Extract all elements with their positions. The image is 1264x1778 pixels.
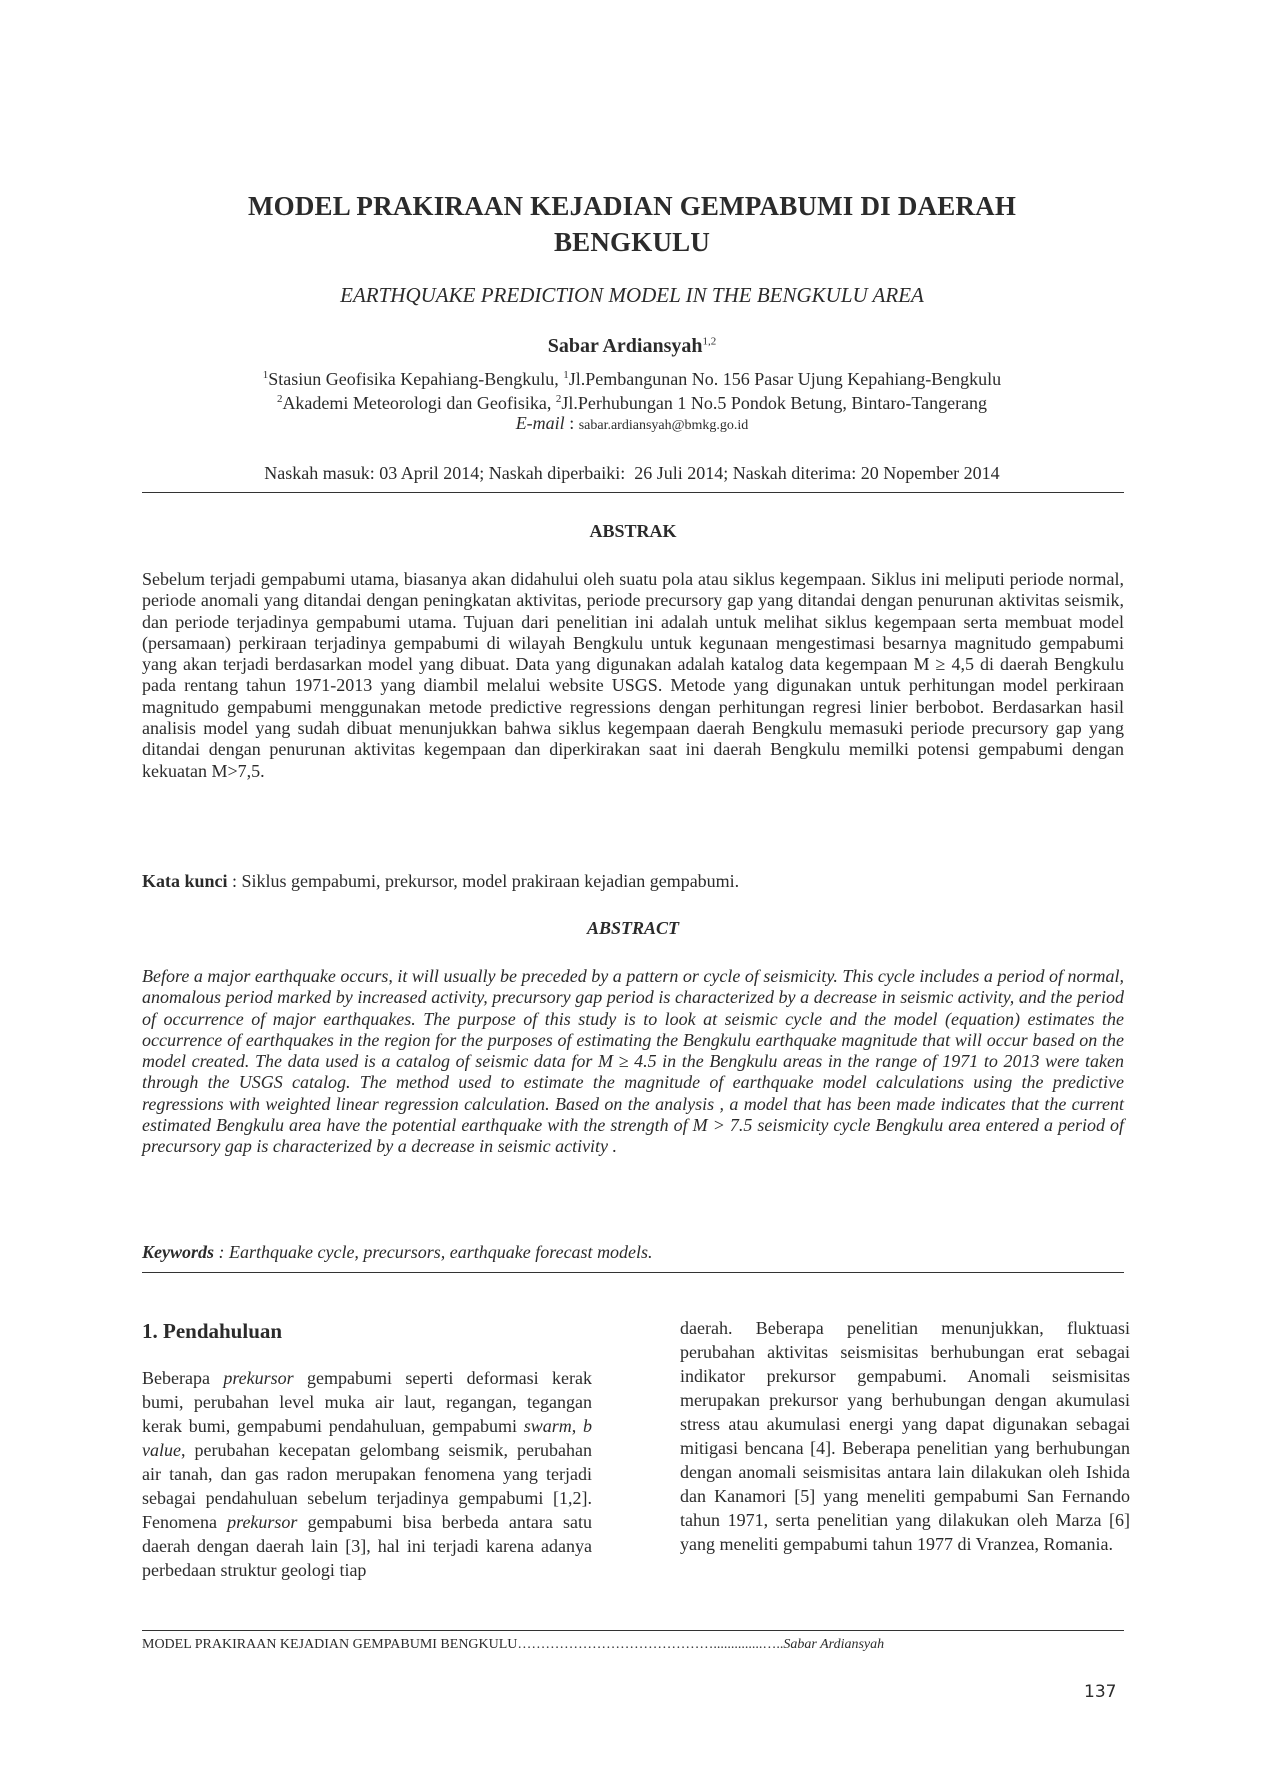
abstract-text: Before a major earthquake occurs, it will usually be preceded by a pattern or cycle of seismicity. This cycle includes a period of normal, anomalous period marked by increased activity, precursory gap period is characterized by a decrease in seismic activity, and the period of occurrence of major earthquakes. The purpose of this study is to look at seismic cycle and the model (equation) estimates the occurrence of earthquakes in the region for the purposes of estimating the Bengkulu earthquake magnitude that will occur based on the model created. The data used is a catalog of seismic data for M ≥ 4.5 in the Bengkulu areas in the range of 1971 to 2013 were taken through the USGS catalog. The method used to estimate the magnitude of earthquake model calculations using the predictive regressions with weighted linear regression calculation. Based on the analysis , a model that has been made indicates that the current estimated Bengkulu area have the potential earthquake with the strength of M > 7.5 seismicity cycle Bengkulu area entered a period of precursory gap is characterized by a decrease in seismic activity . [142, 966, 1124, 1157]
email-address[interactable]: sabar.ardiansyah@bmkg.go.id [578, 418, 749, 433]
paper-title [0, 188, 1264, 260]
abstract-heading: ABSTRACT [586, 918, 680, 938]
paper-subtitle: EARTHQUAKE PREDICTION MODEL IN THE BENGKULU AREA [340, 283, 924, 307]
author-sup: 1,2 [702, 335, 717, 348]
keywords [142, 1242, 1124, 1263]
running-author: Sabar Ardiansyah [783, 1637, 885, 1652]
author-name: Sabar Ardiansyah [547, 335, 703, 357]
kata-kunci [142, 871, 1124, 892]
abstrak-heading: ABSTRAK [589, 521, 677, 541]
kata-kunci-label: Kata kunci [142, 871, 228, 891]
divider-top [142, 492, 1124, 493]
page-number: 137 [1084, 1682, 1117, 1702]
running-title: MODEL PRAKIRAAN KEJADIAN GEMPABUMI BENGKULU [142, 1637, 518, 1652]
title-line-2: BENGKULU [553, 227, 711, 257]
body-column-left: Beberapa prekursor gempabumi seperti deformasi kerak bumi, perubahan level muka air laut, regangan, tegangan kerak bumi, gempabumi pendahuluan, gempabumi swarm, b value, perubahan kecepatan gelombang seismik, perubahan air tanah, dan gas radon merupakan fenomena yang terjadi sebagai pendahuluan sebelum terjadinya gempabumi [1,2]. Fenomena prekursor gempabumi bisa berbeda antara satu daerah dengan daerah lain [3], hal ini terjadi karena adanya perbedaan struktur geologi tiap [142, 1368, 593, 1580]
submission-dates: Naskah masuk: 03 April 2014; Naskah diperbaiki: 26 Juli 2014; Naskah diterima: 20 Nopember 2014 [264, 463, 1000, 483]
affiliation-2: $^2$Akademi Meteorologi dan Geofisika, $^2$Jl.Perhubungan 1 No.5 Pondok Betung, Bintaro-Tangerang [276, 393, 988, 413]
affiliation-1: $^1$Stasiun Geofisika Kepahiang-Bengkulu, $^1$Jl.Pembangunan No. 156 Pasar Ujung Kepahiang-Bengkulu [262, 369, 1002, 389]
keywords-text: : Earthquake cycle, precursors, earthquake forecast models. [214, 1242, 653, 1262]
kata-kunci-text: : Siklus gempabumi, prekursor, model prakiraan kejadian gempabumi. [227, 871, 740, 891]
running-footer [142, 1637, 1124, 1653]
section-title: 1. Pendahuluan [142, 1319, 283, 1343]
divider-middle [142, 1272, 1124, 1273]
abstrak-text: Sebelum terjadi gempabumi utama, biasanya akan didahului oleh suatu pola atau siklus kegempaan. Siklus ini meliputi periode normal, periode anomali yang ditandai dengan peningkatan aktivitas, periode precursory gap yang ditandai dengan penurunan aktivitas seismik, dan periode terjadinya gempabumi utama. Tujuan dari penelitian ini adalah untuk melihat siklus kegempaan serta membuat model (persamaan) perkiraan terjadinya gempabumi di wilayah Bengkulu untuk kegunaan mengestimasi besarnya magnitudo gempabumi yang akan terjadi berdasarkan model yang dibuat. Data yang digunakan adalah katalog data kegempaan M ≥ 4,5 di daerah Bengkulu pada rentang tahun 1971-2013 yang diambil melalui website USGS. Metode yang digunakan untuk perhitungan model perkiraan magnitudo gempabumi menggunakan metode predictive regressions dengan perhitungan regresi linier berbobot. Berdasarkan hasil analisis model yang sudah dibuat menunjukkan bahwa siklus kegempaan daerah Bengkulu memasuki periode precursory gap yang ditandai dengan penurunan aktivitas kegempaan dan diperkirakan saat ini daerah Bengkulu memilki potensi gempabumi dengan kekuatan M>7,5. [142, 569, 1124, 781]
author [0, 335, 1264, 358]
keywords-label: Keywords [142, 1242, 214, 1262]
divider-footer [142, 1630, 1124, 1631]
email-label: E-mail [515, 413, 565, 433]
title-line-1: MODEL PRAKIRAAN KEJADIAN GEMPABUMI DI DAERAH [247, 191, 1017, 221]
running-dots: ……………………………………..............….. [517, 1637, 784, 1652]
body-column-right: daerah. Beberapa penelitian menunjukkan, fluktuasi perubahan aktivitas seismisitas berhubungan erat sebagai indikator prekursor gempabumi. Anomali seismisitas merupakan prekursor yang berhubungan dengan akumulasi stress atau akumulasi energi yang dapat digunakan sebagai mitigasi bencana [4]. Beberapa penelitian yang berhubungan dengan anomali seismisitas antara lain dilakukan oleh Ishida dan Kanamori [5] yang meneliti gempabumi San Fernando tahun 1971, serta penelitian yang dilakukan oleh Marza [6] yang meneliti gempabumi tahun 1977 di Vranzea, Romania. [680, 1318, 1130, 1554]
email-line: E-mail : sabar.ardiansyah@bmkg.go.id [515, 413, 749, 433]
